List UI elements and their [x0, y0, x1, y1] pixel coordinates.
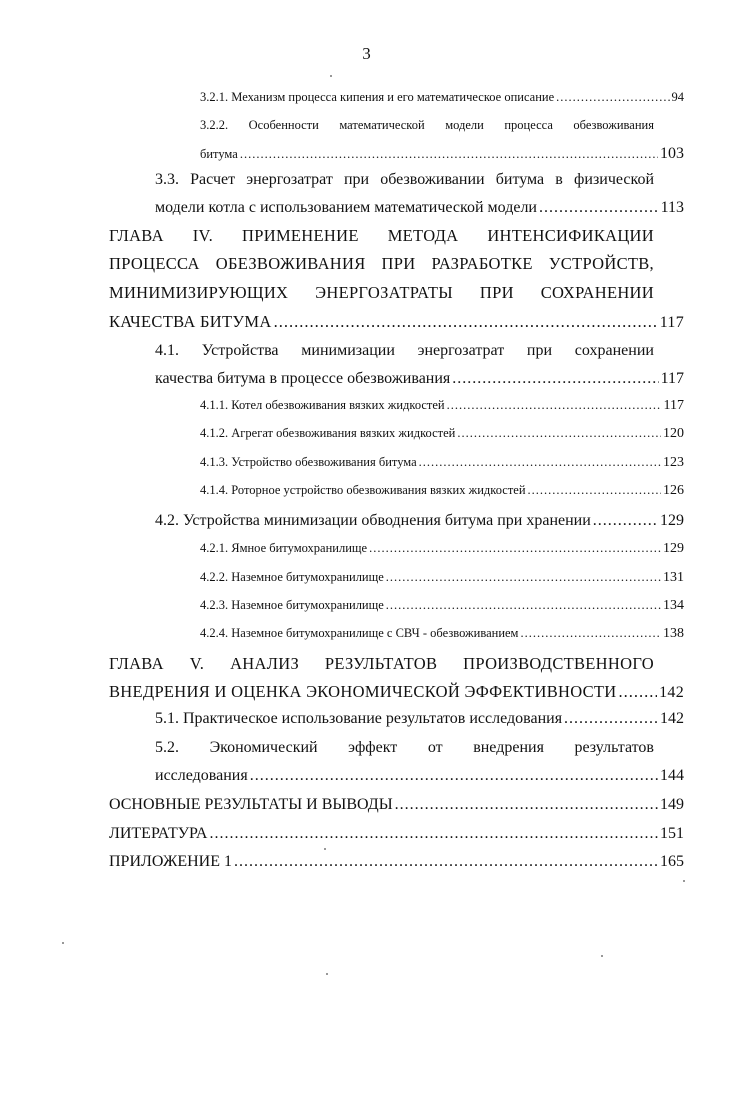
word: ПРИ	[381, 254, 416, 273]
word: АНАЛИЗ	[230, 654, 300, 673]
dot-leader	[209, 825, 658, 843]
toc-entry-title: 4.2. Устройства минимизации обводнения битума при хранении	[155, 512, 591, 529]
dot-leader	[386, 570, 661, 585]
toc-entry-4-2[interactable]	[155, 512, 684, 530]
word: от	[427, 739, 443, 756]
word: минимизации	[301, 342, 395, 359]
chapter-5-line1	[109, 654, 654, 674]
word: внедрения	[473, 739, 544, 756]
word: 4.1.	[155, 342, 179, 359]
word: ЭНЕРГОЗАТРАТЫ	[315, 283, 453, 302]
toc-entry-4-1-4[interactable]	[200, 483, 684, 499]
dot-leader	[619, 682, 658, 702]
toc-entry-appendix[interactable]	[109, 853, 684, 871]
toc-entry-4-1[interactable]	[155, 370, 684, 388]
toc-entry-chapter-4[interactable]	[109, 312, 684, 332]
toc-entry-page: 120	[663, 426, 684, 441]
toc-entry-5-1[interactable]	[155, 710, 684, 728]
word: ОБЕЗВОЖИВАНИЯ	[215, 254, 366, 273]
toc-entry-4-1-3[interactable]	[200, 455, 684, 471]
word: ПРИ	[479, 283, 514, 302]
word: Устройства	[201, 342, 279, 359]
toc-entry-page: 138	[663, 626, 684, 641]
toc-entry-page: 117	[660, 370, 684, 387]
word: РЕЗУЛЬТАТОВ	[324, 654, 438, 673]
toc-entry-5-2-line1	[155, 739, 654, 757]
word: МЕТОДА	[387, 226, 459, 245]
toc-entry-title: 3.2.1. Механизм процесса кипения и его математическое описание	[200, 90, 555, 104]
word: Особенности	[248, 118, 319, 132]
word: IV.	[192, 226, 214, 245]
toc-entry-page: 142	[660, 710, 684, 727]
toc-entry-3-3-line1	[155, 171, 654, 189]
toc-entry-title: 4.2.3. Наземное битумохранилище	[200, 598, 384, 612]
dot-leader	[457, 426, 661, 441]
toc-entry-literature[interactable]	[109, 825, 684, 843]
toc-entry-3-2-2-line1	[200, 118, 654, 133]
word: СОХРАНЕНИИ	[540, 283, 654, 302]
toc-entry-title: ОСНОВНЫЕ РЕЗУЛЬТАТЫ И ВЫВОДЫ	[109, 796, 393, 813]
word: ПРОЦЕССА	[109, 254, 200, 273]
toc-entry-page: 94	[671, 90, 684, 104]
word: ИНТЕНСИФИКАЦИИ	[487, 226, 654, 245]
word: энергозатрат	[417, 342, 505, 359]
toc-entry-4-1-1[interactable]	[200, 398, 684, 414]
toc-entry-title: 4.1.3. Устройство обезвоживания битума	[200, 455, 417, 469]
word: УСТРОЙСТВ,	[548, 254, 654, 273]
page-number: 3	[362, 44, 371, 63]
toc-entry-title: 4.2.2. Наземное битумохранилище	[200, 570, 384, 584]
toc-entry-4-2-4[interactable]	[200, 626, 684, 642]
word: математической	[339, 118, 425, 132]
scan-speck	[601, 955, 603, 957]
scan-speck	[324, 848, 326, 850]
toc-entry-title: 4.2.4. Наземное битумохранилище с СВЧ - обезвоживанием	[200, 626, 519, 640]
dot-leader	[539, 199, 659, 217]
dot-leader	[240, 147, 658, 162]
toc-entry-title: 4.1.1. Котел обезвоживания вязких жидкостей	[200, 398, 445, 412]
word: Экономический	[209, 739, 318, 756]
toc-entry-results[interactable]	[109, 796, 684, 814]
dot-leader	[234, 853, 658, 871]
dot-leader	[520, 626, 661, 641]
toc-entry-page: 144	[660, 767, 684, 784]
word: ПРИМЕНЕНИЕ	[242, 226, 359, 245]
toc-entry-page: 129	[660, 512, 684, 529]
toc-entry-page: 123	[663, 455, 684, 470]
toc-entry-title: исследования	[155, 767, 248, 784]
toc-entry-page: 165	[660, 853, 684, 870]
chapter-4-line1	[109, 226, 654, 246]
word: обезвоживания	[573, 118, 654, 132]
toc-entry-page: 131	[663, 570, 684, 585]
toc-entry-page: 113	[660, 199, 684, 216]
word: сохранении	[574, 342, 654, 359]
toc-entry-title: качества битума в процессе обезвоживания	[155, 370, 451, 387]
toc-entry-title: ВНЕДРЕНИЯ И ОЦЕНКА ЭКОНОМИЧЕСКОЙ ЭФФЕКТИВНОСТИ	[109, 682, 617, 701]
toc-entry-4-1-line1	[155, 342, 654, 360]
word: при	[343, 171, 370, 188]
toc-entry-title: 4.2.1. Ямное битумохранилище	[200, 541, 368, 555]
toc-entry-page: 103	[660, 145, 684, 162]
dot-leader	[556, 90, 669, 105]
dot-leader	[395, 796, 658, 814]
word: модели	[445, 118, 484, 132]
toc-entry-title: 4.1.4. Роторное устройство обезвоживания вязких жидкостей	[200, 483, 526, 497]
scan-speck	[330, 75, 332, 77]
toc-entry-4-2-2[interactable]	[200, 570, 684, 586]
word: 3.3.	[155, 171, 179, 188]
dot-leader	[369, 541, 661, 556]
toc-entry-page: 151	[660, 825, 684, 842]
chapter-4-line2	[109, 254, 654, 274]
word: битума	[495, 171, 545, 188]
toc-entry-page: 149	[660, 796, 684, 813]
dot-leader	[447, 398, 662, 413]
word: Расчет	[190, 171, 236, 188]
dot-leader	[528, 483, 661, 498]
word: ПРОИЗВОДСТВЕННОГО	[463, 654, 654, 673]
word: эффект	[348, 739, 398, 756]
word: РАЗРАБОТКЕ	[431, 254, 533, 273]
toc-entry-page: 142	[659, 684, 684, 701]
word: V.	[189, 654, 205, 673]
dot-leader	[593, 512, 658, 530]
toc-entry-3-3[interactable]	[155, 199, 684, 217]
scan-speck	[62, 942, 64, 944]
toc-entry-title: КАЧЕСТВА БИТУМА	[109, 312, 272, 331]
toc-entry-3-2-1[interactable]	[200, 90, 684, 105]
dot-leader	[564, 710, 658, 728]
word: физической	[574, 171, 654, 188]
word: обезвоживании	[380, 171, 485, 188]
toc-entry-title: модели котла с использованием математической модели	[155, 199, 537, 216]
toc-entry-3-2-2[interactable]	[200, 145, 684, 163]
toc-entry-page: 129	[663, 541, 684, 556]
word: результатов	[574, 739, 654, 756]
word: при	[526, 342, 553, 359]
toc-entry-5-2[interactable]	[155, 767, 684, 785]
word: ГЛАВА	[109, 226, 164, 245]
word: МИНИМИЗИРУЮЩИХ	[109, 283, 289, 302]
toc-entry-4-2-3[interactable]	[200, 598, 684, 614]
toc-entry-4-1-2[interactable]	[200, 426, 684, 442]
toc-entry-page: 126	[663, 483, 684, 498]
toc-entry-chapter-5[interactable]	[109, 682, 684, 702]
word: 5.2.	[155, 739, 179, 756]
dot-leader	[452, 370, 658, 388]
word: энергозатрат	[246, 171, 333, 188]
toc-entry-title: ЛИТЕРАТУРА	[109, 825, 208, 842]
toc-entry-page: 117	[663, 398, 684, 413]
toc-entry-title: битума	[200, 147, 238, 161]
dot-leader	[274, 312, 658, 332]
word: 3.2.2.	[200, 118, 229, 132]
toc-entry-title: ПРИЛОЖЕНИЕ 1	[109, 853, 233, 870]
dot-leader	[386, 598, 661, 613]
toc-entry-title: 4.1.2. Агрегат обезвоживания вязких жидкостей	[200, 426, 456, 440]
dot-leader	[419, 455, 661, 470]
toc-entry-page: 117	[659, 314, 684, 331]
scan-speck	[326, 973, 328, 975]
toc-entry-4-2-1[interactable]	[200, 541, 684, 557]
scan-speck	[683, 880, 685, 882]
dot-leader	[250, 767, 658, 785]
word: в	[555, 171, 563, 188]
chapter-4-line3	[109, 283, 654, 303]
toc-entry-title: 5.1. Практическое использование результатов исследования	[155, 710, 563, 727]
word: ГЛАВА	[109, 654, 164, 673]
toc-entry-page: 134	[663, 598, 684, 613]
word: процесса	[504, 118, 553, 132]
